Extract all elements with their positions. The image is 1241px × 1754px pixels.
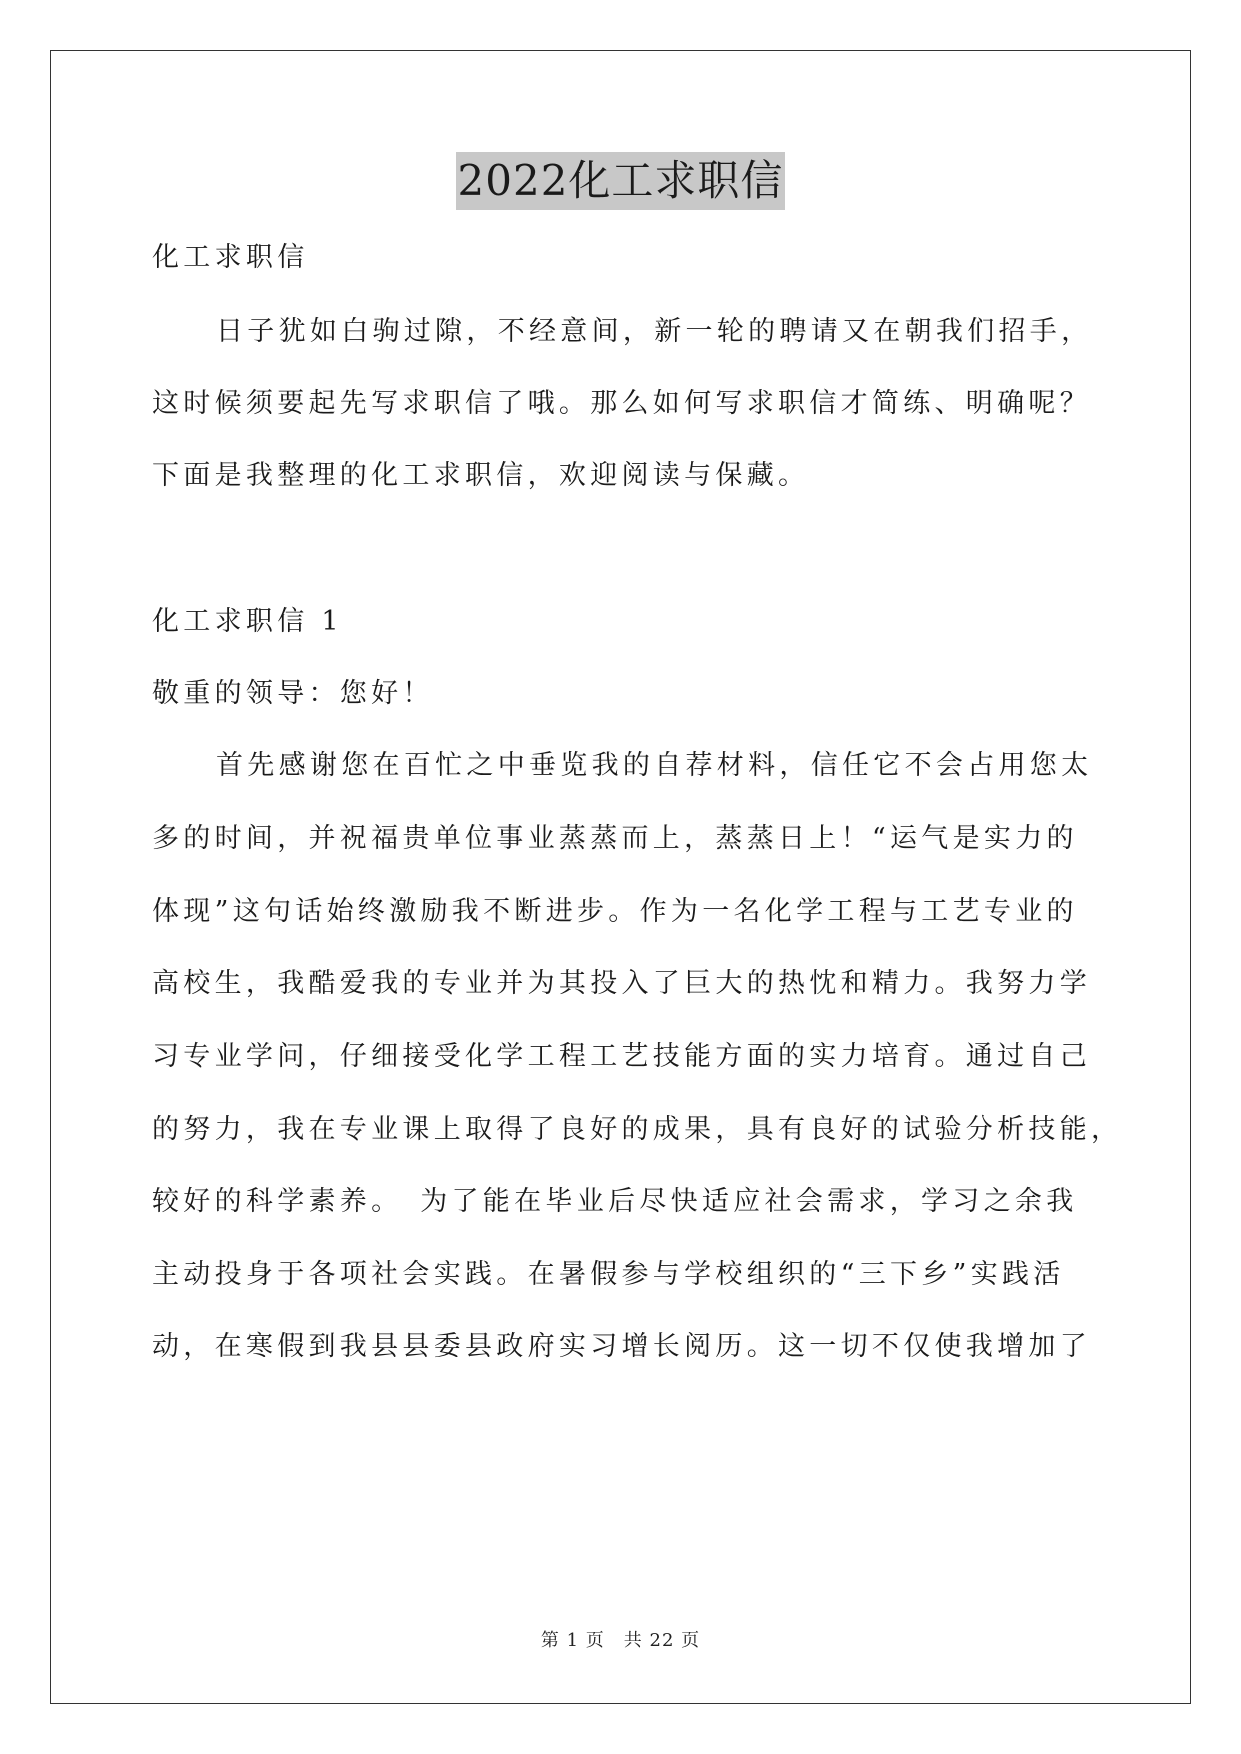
salutation-line: 敬重的领导：您好！ [152, 678, 434, 709]
paragraph-line: 这时候须要起先写求职信了哦。那么如何写求职信才简练、明确呢？ [152, 388, 1091, 419]
subtitle-line: 化工求职信 [152, 242, 309, 273]
paragraph-line: 主动投身于各项社会实践。在暑假参与学校组织的“三下乡”实践活 [152, 1259, 1065, 1290]
paragraph-line: 日子犹如白驹过隙，不经意间，新一轮的聘请又在朝我们招手， [216, 316, 1093, 347]
paragraph-line: 习专业学问，仔细接受化学工程工艺技能方面的实力培育。通过自己 [152, 1041, 1091, 1072]
paragraph-line: 较好的科学素养。 为了能在毕业后尽快适应社会需求，学习之余我 [152, 1186, 1078, 1217]
paragraph-line: 的努力，我在专业课上取得了良好的成果，具有良好的试验分析技能， [152, 1114, 1123, 1145]
paragraph-line: 高校生，我酷爱我的专业并为其投入了巨大的热忱和精力。我努力学 [152, 968, 1091, 999]
paragraph-line: 动，在寒假到我县县委县政府实习增长阅历。这一切不仅使我增加了 [152, 1331, 1091, 1362]
paragraph-line: 首先感谢您在百忙之中垂览我的自荐材料，信任它不会占用您太 [216, 750, 1093, 781]
paragraph-line: 体现”这句话始终激励我不断进步。作为一名化学工程与工艺专业的 [152, 896, 1078, 927]
page-border [50, 50, 1191, 1704]
paragraph-line: 多的时间，并祝福贵单位事业蒸蒸而上，蒸蒸日上！“运气是实力的 [152, 823, 1078, 854]
page-footer: 第 1 页 共 22 页 [540, 1630, 701, 1651]
paragraph-line: 下面是我整理的化工求职信，欢迎阅读与保藏。 [152, 460, 810, 491]
document-title: 2022化工求职信 [456, 152, 786, 210]
section-heading: 化工求职信 1 [152, 606, 343, 637]
title-container [0, 152, 1241, 210]
